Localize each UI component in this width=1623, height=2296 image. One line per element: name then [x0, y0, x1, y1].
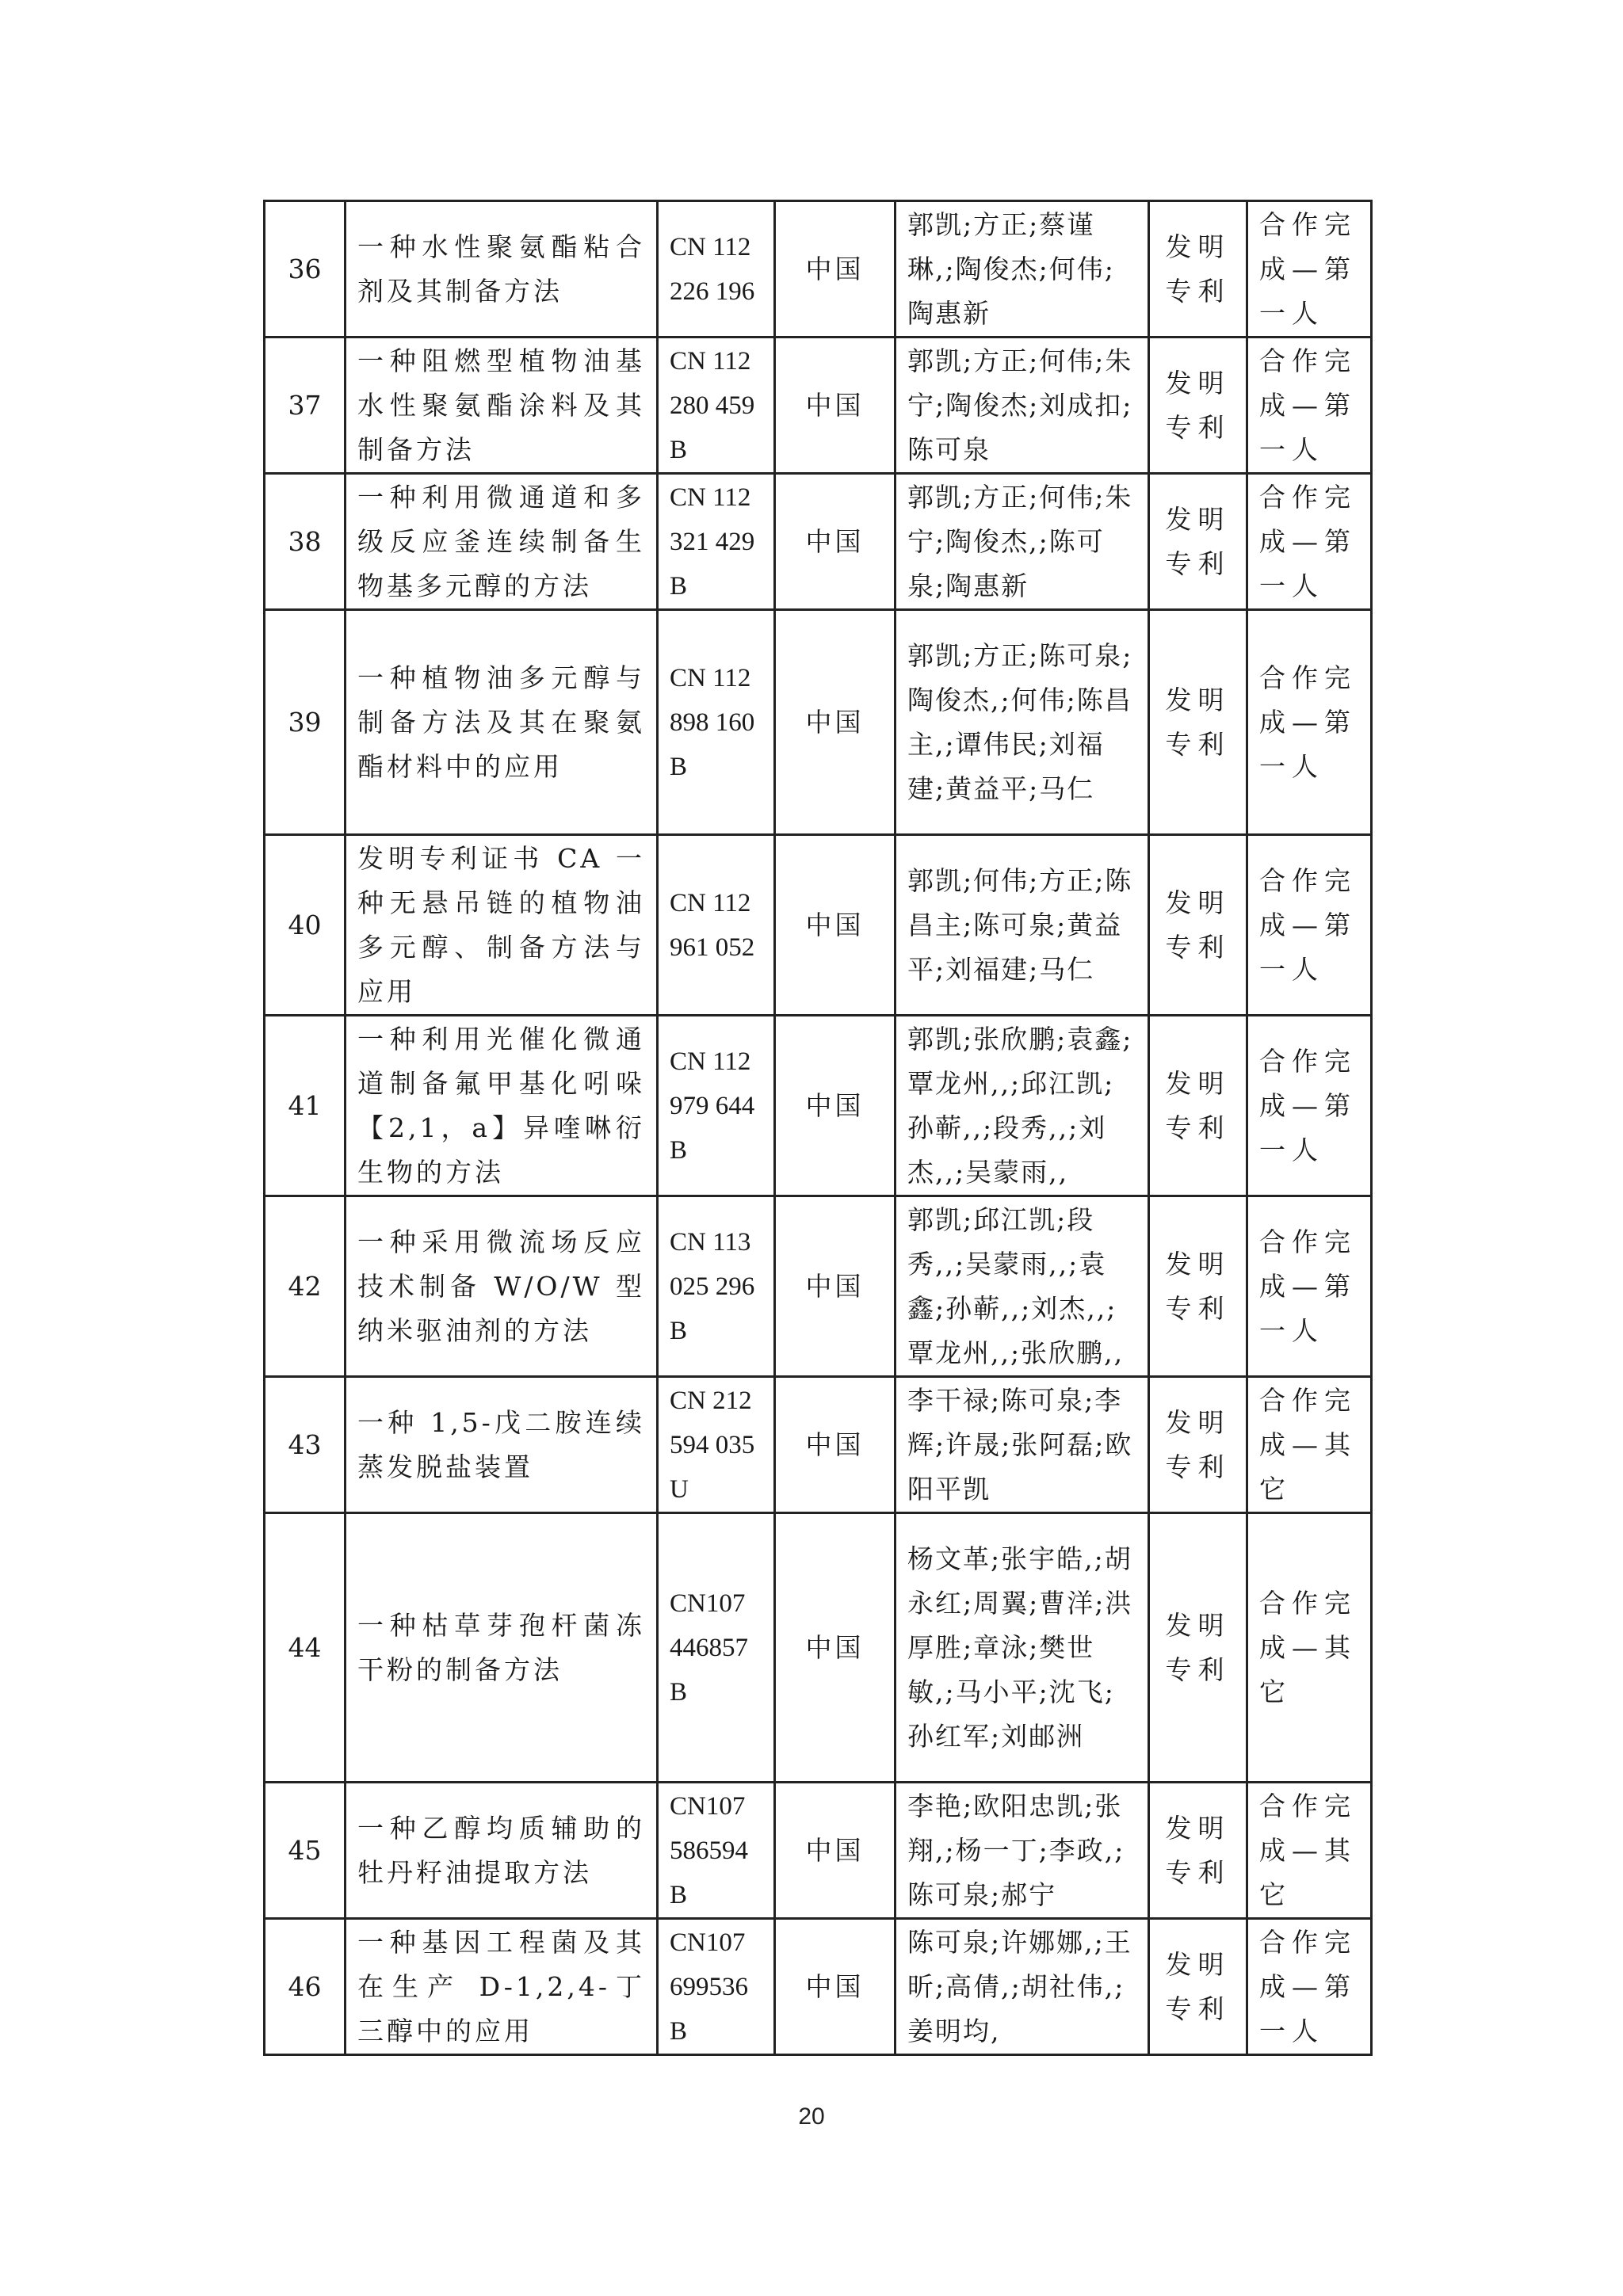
- row-number: 39: [265, 610, 346, 835]
- patent-type: 发明专利: [1149, 1919, 1247, 2055]
- patent-type: 发明专利: [1149, 338, 1247, 474]
- patent-title: 发明专利证书 CA 一种无悬吊链的植物油多元醇、制备方法与应用: [346, 835, 658, 1016]
- patent-inventors: 郭凯;邱江凯;段秀,,;吴蒙雨,,;袁鑫;孙蕲,,;刘杰,,;覃龙州,,;张欣鹏,,: [896, 1196, 1149, 1377]
- table-row: [265, 610, 1372, 835]
- patent-number: CN107 446857 B: [658, 1513, 775, 1783]
- row-number: 44: [265, 1513, 346, 1783]
- patent-inventors: 郭凯;方正;何伟;朱宁;陶俊杰;刘成扣;陈可泉: [896, 338, 1149, 474]
- patent-number: CN 112321 429 B: [658, 474, 775, 610]
- table-row: [265, 1783, 1372, 1919]
- patent-country: 中国: [775, 835, 896, 1016]
- patent-title: 一种基因工程菌及其在生产 D-1,2,4-丁三醇中的应用: [346, 1919, 658, 2055]
- completion-role: 合作完成—其它: [1247, 1513, 1372, 1783]
- table-row: [265, 474, 1372, 610]
- completion-role: 合作完成—第一人: [1247, 610, 1372, 835]
- row-number: 38: [265, 474, 346, 610]
- patent-number: CN 112979 644 B: [658, 1016, 775, 1196]
- table-row: [265, 338, 1372, 474]
- patent-number: CN 112898 160 B: [658, 610, 775, 835]
- patent-number: CN107 586594 B: [658, 1783, 775, 1919]
- patent-number: CN 112961 052: [658, 835, 775, 1016]
- patent-table: [263, 200, 1373, 2056]
- row-number: 42: [265, 1196, 346, 1377]
- patent-inventors: 郭凯;方正;蔡谨琳,;陶俊杰;何伟;陶惠新: [896, 201, 1149, 338]
- table-row: [265, 835, 1372, 1016]
- table-row: [265, 1196, 1372, 1377]
- patent-number: CN 112226 196: [658, 201, 775, 338]
- patent-title: 一种水性聚氨酯粘合剂及其制备方法: [346, 201, 658, 338]
- table-row: [265, 1513, 1372, 1783]
- row-number: 46: [265, 1919, 346, 2055]
- patent-title: 一种枯草芽孢杆菌冻干粉的制备方法: [346, 1513, 658, 1783]
- completion-role: 合作完成—其它: [1247, 1783, 1372, 1919]
- row-number: 37: [265, 338, 346, 474]
- patent-country: 中国: [775, 1783, 896, 1919]
- patent-country: 中国: [775, 201, 896, 338]
- patent-title: 一种利用光催化微通道制备氟甲基化吲哚【2,1，a】异喹啉衍生物的方法: [346, 1016, 658, 1196]
- completion-role: 合作完成—其它: [1247, 1377, 1372, 1513]
- patent-country: 中国: [775, 1016, 896, 1196]
- table-row: [265, 201, 1372, 338]
- completion-role: 合作完成—第一人: [1247, 1919, 1372, 2055]
- patent-number: CN 212594 035 U: [658, 1377, 775, 1513]
- patent-inventors: 李干禄;陈可泉;李辉;许晟;张阿磊;欧阳平凯: [896, 1377, 1149, 1513]
- patent-type: 发明专利: [1149, 201, 1247, 338]
- patent-country: 中国: [775, 474, 896, 610]
- page-number: 20: [798, 2103, 825, 2130]
- row-number: 45: [265, 1783, 346, 1919]
- patent-table-body: [265, 201, 1372, 2055]
- patent-type: 发明专利: [1149, 1016, 1247, 1196]
- table-row: [265, 1919, 1372, 2055]
- patent-country: 中国: [775, 610, 896, 835]
- row-number: 40: [265, 835, 346, 1016]
- patent-type: 发明专利: [1149, 474, 1247, 610]
- patent-title: 一种植物油多元醇与制备方法及其在聚氨酯材料中的应用: [346, 610, 658, 835]
- completion-role: 合作完成—第一人: [1247, 1016, 1372, 1196]
- patent-country: 中国: [775, 1377, 896, 1513]
- patent-inventors: 郭凯;方正;陈可泉;陶俊杰,;何伟;陈昌主,;谭伟民;刘福建;黄益平;马仁: [896, 610, 1149, 835]
- completion-role: 合作完成—第一人: [1247, 338, 1372, 474]
- row-number: 41: [265, 1016, 346, 1196]
- patent-title: 一种 1,5-戊二胺连续蒸发脱盐装置: [346, 1377, 658, 1513]
- patent-title: 一种利用微通道和多级反应釜连续制备生物基多元醇的方法: [346, 474, 658, 610]
- patent-country: 中国: [775, 338, 896, 474]
- patent-title: 一种采用微流场反应技术制备 W/O/W 型纳米驱油剂的方法: [346, 1196, 658, 1377]
- completion-role: 合作完成—第一人: [1247, 835, 1372, 1016]
- patent-type: 发明专利: [1149, 1196, 1247, 1377]
- patent-country: 中国: [775, 1513, 896, 1783]
- patent-number: CN 112280 459 B: [658, 338, 775, 474]
- row-number: 43: [265, 1377, 346, 1513]
- completion-role: 合作完成—第一人: [1247, 1196, 1372, 1377]
- patent-inventors: 郭凯;张欣鹏;袁鑫;覃龙州,,;邱江凯;孙蕲,,;段秀,,;刘杰,,;吴蒙雨,,: [896, 1016, 1149, 1196]
- completion-role: 合作完成—第一人: [1247, 201, 1372, 338]
- patent-inventors: 李艳;欧阳忠凯;张翔,;杨一丁;李政,;陈可泉;郝宁: [896, 1783, 1149, 1919]
- patent-title: 一种阻燃型植物油基水性聚氨酯涂料及其制备方法: [346, 338, 658, 474]
- row-number: 36: [265, 201, 346, 338]
- patent-inventors: 郭凯;方正;何伟;朱宁;陶俊杰,;陈可泉;陶惠新: [896, 474, 1149, 610]
- table-row: [265, 1016, 1372, 1196]
- patent-inventors: 陈可泉;许娜娜,;王昕;高倩,;胡社伟,;姜明均,: [896, 1919, 1149, 2055]
- patent-type: 发明专利: [1149, 1783, 1247, 1919]
- patent-type: 发明专利: [1149, 1377, 1247, 1513]
- completion-role: 合作完成—第一人: [1247, 474, 1372, 610]
- patent-number: CN 113025 296 B: [658, 1196, 775, 1377]
- patent-inventors: 郭凯;何伟;方正;陈昌主;陈可泉;黄益平;刘福建;马仁: [896, 835, 1149, 1016]
- patent-country: 中国: [775, 1919, 896, 2055]
- patent-inventors: 杨文革;张宇皓,;胡永红;周翼;曹洋;洪厚胜;章泳;樊世敏,;马小平;沈飞;孙红军;刘邮洲: [896, 1513, 1149, 1783]
- patent-number: CN107 699536 B: [658, 1919, 775, 2055]
- patent-country: 中国: [775, 1196, 896, 1377]
- patent-type: 发明专利: [1149, 835, 1247, 1016]
- table-row: [265, 1377, 1372, 1513]
- patent-title: 一种乙醇均质辅助的牡丹籽油提取方法: [346, 1783, 658, 1919]
- patent-type: 发明专利: [1149, 1513, 1247, 1783]
- patent-type: 发明专利: [1149, 610, 1247, 835]
